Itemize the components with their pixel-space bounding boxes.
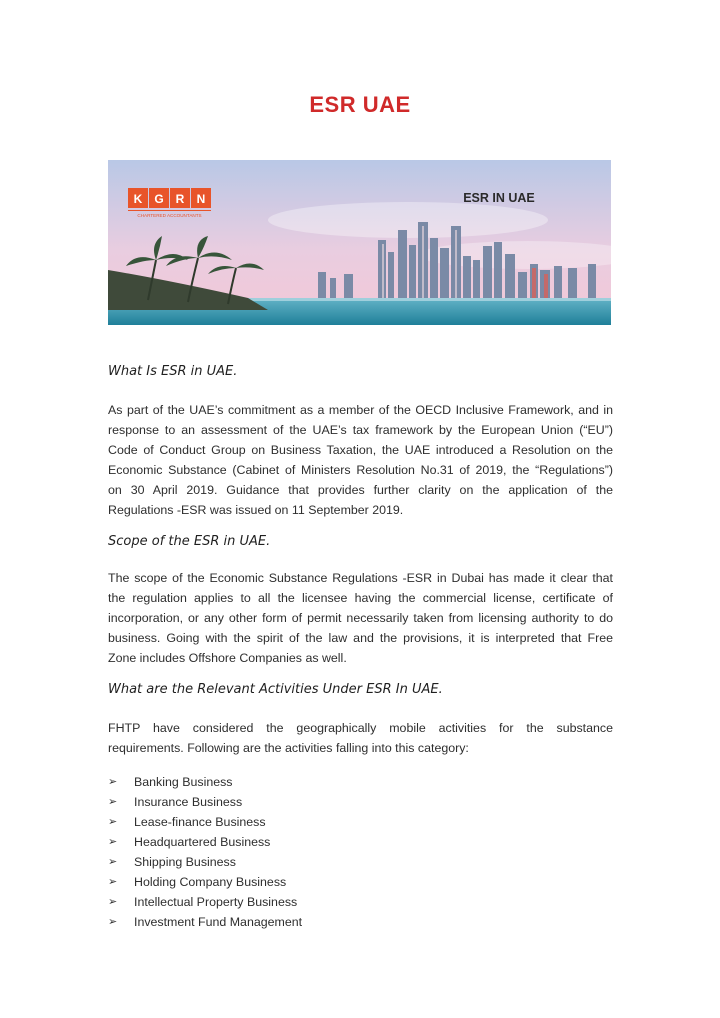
paragraph-line: response to an assessment of the UAE’s tax framework by the European Union (“EU”) — [108, 423, 613, 437]
paragraph-line: As part of the UAE’s commitment as a member of the OECD Inclusive Framework, and in — [108, 403, 613, 417]
list-item-label: Insurance Business — [134, 795, 243, 809]
paragraph-line: The scope of the Economic Substance Regulations -ESR in Dubai has made it clear that — [108, 571, 613, 585]
list-item — [108, 892, 302, 912]
list-item — [108, 792, 302, 812]
list-item — [108, 772, 302, 792]
arrow-bullet-icon: ➢ — [108, 796, 118, 808]
section-paragraph — [108, 568, 613, 668]
banner-caption: ESR IN UAE — [463, 191, 535, 205]
section-paragraph — [108, 718, 613, 758]
banner-image — [108, 160, 611, 325]
document-title: ESR UAE — [309, 92, 411, 117]
list-item-label: Investment Fund Management — [134, 915, 303, 929]
paragraph-line: incorporation, or any other form of permit necessarily taken from licensing authority to do — [108, 611, 613, 625]
paragraph-line: the regulation applies to all the licensee having the commercial license, certificate of — [108, 591, 613, 605]
paragraph-line: Zone includes Offshore Companies as well. — [108, 651, 347, 665]
paragraph-line: Regulations -ESR was issued on 11 September 2019. — [108, 503, 404, 517]
list-item — [108, 912, 302, 932]
list-item — [108, 872, 302, 892]
paragraph-line: on 30 April 2019. Guidance that provides further clarity on the application of the — [108, 483, 613, 497]
banner-illustration — [108, 160, 611, 325]
list-item-label: Intellectual Property Business — [134, 895, 298, 909]
logo-letter: G — [154, 192, 164, 206]
section-heading: What are the Relevant Activities Under ESR In UAE. — [108, 682, 443, 697]
section-paragraph — [108, 400, 613, 520]
list-item-label: Shipping Business — [134, 855, 236, 869]
arrow-bullet-icon: ➢ — [108, 896, 118, 908]
paragraph-line: requirements. Following are the activities falling into this category: — [108, 741, 469, 755]
list-item-label: Headquartered Business — [134, 835, 271, 849]
paragraph-line: Code of Conduct Group on Business Taxation, the UAE introduced a Resolution on the — [108, 443, 613, 457]
paragraph-line: FHTP have considered the geographically mobile activities for the substance — [108, 721, 613, 735]
logo-letter: R — [175, 192, 185, 206]
paragraph-line: Economic Substance (Cabinet of Ministers Resolution No.31 of 2019, the “Regulations”) — [108, 463, 613, 477]
list-item-label: Lease-finance Business — [134, 815, 266, 829]
arrow-bullet-icon: ➢ — [108, 856, 118, 868]
arrow-bullet-icon: ➢ — [108, 916, 118, 928]
list-item — [108, 852, 302, 872]
arrow-bullet-icon: ➢ — [108, 876, 118, 888]
section-heading: What Is ESR in UAE. — [108, 364, 238, 379]
logo-letter: N — [196, 192, 206, 206]
arrow-bullet-icon: ➢ — [108, 816, 118, 828]
section-heading: Scope of the ESR in UAE. — [108, 534, 271, 549]
list-item — [108, 832, 302, 852]
arrow-bullet-icon: ➢ — [108, 776, 118, 788]
arrow-bullet-icon: ➢ — [108, 836, 118, 848]
list-item-label: Banking Business — [134, 775, 233, 789]
list-item-label: Holding Company Business — [134, 875, 287, 889]
logo-letter: K — [133, 192, 143, 206]
logo-tagline: CHARTERED ACCOUNTANTS — [137, 213, 202, 218]
list-item — [108, 812, 302, 832]
paragraph-line: business. Going with the spirit of the law and the provisions, it is interpreted that Free — [108, 631, 613, 645]
activities-list — [108, 772, 302, 932]
